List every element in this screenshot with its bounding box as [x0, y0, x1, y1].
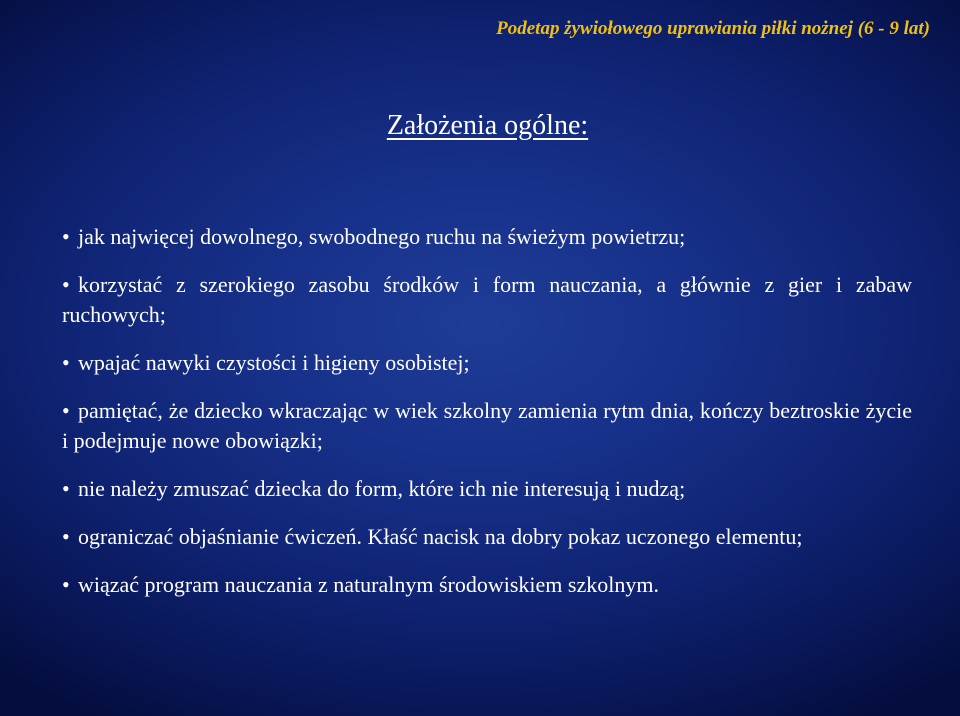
- bullet-icon: •: [62, 572, 70, 597]
- bullet-text: wiązać program nauczania z naturalnym środowiskiem szkolnym.: [78, 572, 659, 597]
- bullet-icon: •: [62, 476, 70, 501]
- bullet-icon: •: [62, 272, 70, 297]
- bullet-text: korzystać z szerokiego zasobu środków i form nauczania, a głównie z gier i zabaw ruchowych;: [62, 272, 912, 327]
- bullet-text: jak najwięcej dowolnego, swobodnego ruchu na świeżym powietrzu;: [78, 224, 686, 249]
- bullet-icon: •: [62, 350, 70, 375]
- bullet-item: [62, 270, 912, 330]
- bullet-item: [62, 474, 912, 504]
- bullet-list: [62, 222, 912, 618]
- slide-header: Podetap żywiołowego uprawiania piłki nożnej (6 - 9 lat): [496, 18, 930, 39]
- bullet-item: [62, 522, 912, 552]
- bullet-text: nie należy zmuszać dziecka do form, które ich nie interesują i nudzą;: [78, 476, 686, 501]
- bullet-text: pamiętać, że dziecko wkraczając w wiek szkolny zamienia rytm dnia, kończy beztroskie życie i podejmuje nowe obowiązki;: [62, 398, 912, 453]
- bullet-icon: •: [62, 224, 70, 249]
- bullet-text: wpajać nawyki czystości i higieny osobistej;: [78, 350, 470, 375]
- slide-title: Założenia ogólne:: [386, 110, 589, 141]
- bullet-item: [62, 570, 912, 600]
- bullet-item: [62, 222, 912, 252]
- bullet-icon: •: [62, 524, 70, 549]
- bullet-item: [62, 396, 912, 456]
- bullet-item: [62, 348, 912, 378]
- bullet-icon: •: [62, 398, 70, 423]
- bullet-text: ograniczać objaśnianie ćwiczeń. Kłaść nacisk na dobry pokaz uczonego elementu;: [78, 524, 803, 549]
